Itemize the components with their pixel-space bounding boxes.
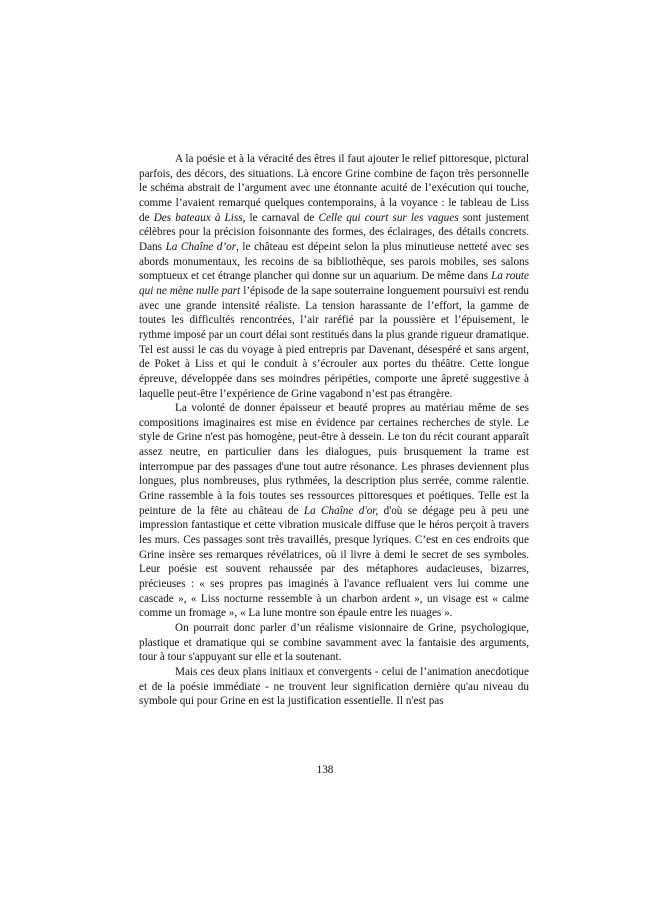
text-run: l’épisode de la sape souterraine longuement poursuivi est rendu avec une grande intensité réaliste. La tension harassante de l’effort, la gamme de toutes les difficultés rencontrées, l’air raréfié par la poussière et l’épuisement, le rythme imposé par un court délai sont restitués dans la plus grande rigueur dramatique. Tel est aussi le cas du voyage à pied entrepris par Davenant, désespéré et sans argent, de Poket à Liss et qui le conduit à s’écrouler aux portes du théâtre. Cette longue épreuve, développée dans ses moindres péripéties, comporte une âpreté suggestive à laquelle peut-être l’expérience de Grine vagabond n’est pas étrangère.	[139, 284, 530, 400]
italic-title: Des bateaux à Liss	[153, 211, 243, 224]
text-run: , le château est dépeint selon la plus minutieuse netteté avec ses abords monumentaux, les recoins de sa bibliothèque, ses parois mobiles, ses salons somptueux et cet étrange plancher qui donne sur un aquarium. De même dans	[139, 240, 529, 283]
page-number: 138	[316, 764, 334, 776]
text-run: A la poésie et à la véracité des êtres il faut ajouter le relief pittoresque, pictural parfois, des décors, des situations. Là encore Grine combine de façon très personnelle le schéma abstrait de l’argument avec une étonnante acuité de l’exécution qui touche, comme l’avaient remarqué quelques contemporains, à la voyance : le tableau de Liss de	[139, 153, 529, 224]
italic-title: La Chaîne d'or,	[303, 504, 379, 517]
text-run: La volonté de donner épaisseur et beauté propres au matériau même de ses compositions imaginaires est mise en évidence par certaines recherches de style. Le style de Grine n'est pas homogène, peut-être à dessein. Le ton du récit courant apparaît assez neutre, en particulier dans les dialogues, puis brusquement la trame est interrompue par des passages d'une tout autre résonance. Les phrases deviennent plus longues, plus nombreuses, plus rythmées, la description plus serrée, comme ralentie. Grine rassemble à la fois toutes ses ressources pittoresques et poétiques. Telle est la peinture de la fête au château de	[139, 402, 529, 517]
paragraph	[139, 401, 529, 621]
italic-title: La route qui ne mène nulle part	[139, 270, 529, 297]
italic-title: La Chaîne d’or	[165, 240, 237, 253]
italic-title: Celle qui court sur les vagues	[318, 211, 459, 224]
text-run: Mais ces deux plans initiaux et convergents - celui de l’animation anecdotique et de la poésie immédiate - ne trouvent leur signification dernière qu'au niveau du symbole qui pour Grine en est la justification essentielle. Il n'est pas	[139, 665, 529, 708]
text-run: , le carnaval de	[242, 211, 319, 224]
text-run: On pourrait donc parler d’un réalisme visionnaire de Grine, psychologique, plastique et dramatique qui se combine savamment avec la fantaisie des arguments, tour à tour s'appuyant sur elle et la soutenant.	[139, 622, 529, 664]
text-run: sont justement célèbres pour la précision foisonnante des formes, des éclairages, des détails concrets. Dans	[139, 211, 530, 253]
paragraph	[139, 621, 529, 665]
text-run: d'où se dégage peu à peu une impression fantastique et cette vibration musicale diffuse que le héros perçoit à travers les murs. Ces passages sont très travaillés, presque lyriques. C’est en ces endroits que Grine insère ses remarques révélatrices, où il livre à demi le secret de ses symboles. Leur poésie est souvent rehaussée par des métaphores audacieuses, bizarres, précieuses : « ses propres pas imaginés à l'avance refluaient vers lui comme une cascade », « Liss nocturne ressemble à un charbon ardent », un visage est « calme comme un fromage », « La lune montre son épaule entre les nuages ».	[139, 504, 529, 620]
paragraph	[139, 152, 529, 401]
page-body	[139, 152, 529, 709]
paragraph	[139, 665, 529, 709]
